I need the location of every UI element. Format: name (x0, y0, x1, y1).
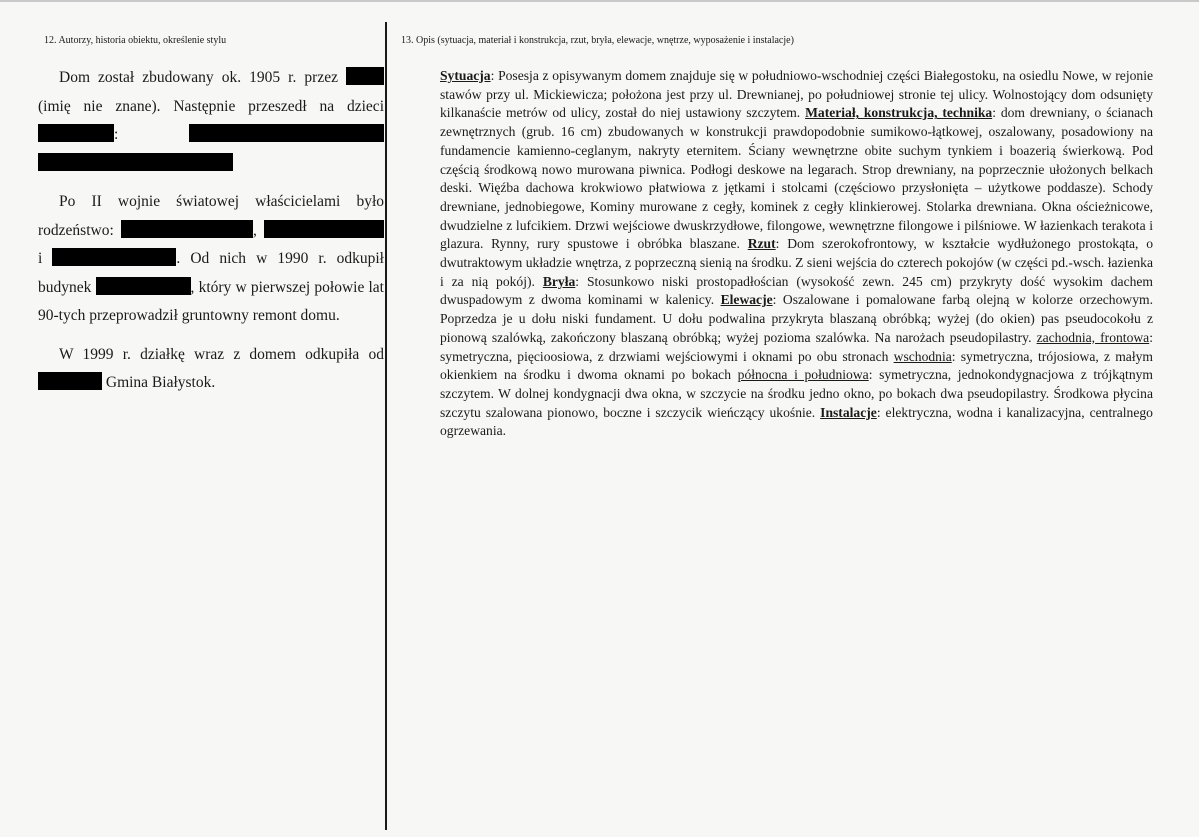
text-elewacje: : Oszalowane i pomalowane farbą olejną w kolorze orzechowym. Poprzedza je u dołu niski fundament. U dołu podwalina przykryta blaszaną obróbką; wyżej (do okien) pas pseudocokołu z pionową szalówką, zakończony blaszaną obróbką; wyżej pozioma szalówka. Na narożach pseudopilastry. (440, 292, 1153, 345)
redaction-block (38, 372, 102, 390)
text-material: : dom drewniany, o ścianach zewnętrznych (grub. 16 cm) zbudowanych w konstrukcji prawdopodobnie sumikowo-łątkowej, oszalowany, posadowiony na fundamencie kamienno-ceglanym, nakryty eternitem. Ściany wewnętrzne obite suchym tynkiem i boazerią świerkową. Pod częścią środkową nowo murowana piwnica. Podłogi deskowe na legarach. Strop drewniany, na poprzecznie ułożonych belkach deski. Więźba dachowa krokwiowo płatwiowa z jętkami i stolcami (częściowo przysłonięta – użytkowe poddasze). Schody drewniane, jednobiegowe, Kominy murowane z cegły, kominek z cegły klinkierowej. Stolarka drewniana. Okna ościeżnicowe, dwudzielne z lufcikiem. Drzwi wejściowe dwuskrzydłowe, filongowe, wewnętrzne filongowe i pilśniowe. W łazienkach terakota i glazura. Rynny, rury spustowe i obróbka blaszane. (440, 105, 1153, 252)
redaction-block (96, 277, 191, 295)
label-polnocna: północna i południowa (737, 367, 869, 383)
redaction-block (38, 153, 233, 171)
description-section (440, 67, 1153, 441)
label-zachodnia: zachodnia, frontowa (1036, 329, 1150, 345)
history-paragraph-1 (38, 64, 384, 178)
label-rzut: Rzut (747, 236, 776, 252)
text-polnocna: : symetryczna, jednokondygnacjowa z trójkątnym szczytem. W dolnej kondygnacji dwa okna, w szczycie na środku jedno okno, po bokach dwa pseudopilastry. Środkowa płycina szczytu szalowana pionowo, boczne i szczycik wieńczący ukośnie. (440, 367, 1154, 420)
text-zachodnia: : symetryczna, pięcioosiowa, z drzwiami wejściowymi i oknami po obu stronach (440, 329, 1154, 364)
text-run: . Od nich w 1990 r. odkupił budynek (38, 250, 384, 296)
label-elewacje: Elewacje (720, 292, 773, 308)
left-column-header: 12. Autorzy, historia obiektu, określenie stylu (44, 35, 227, 46)
label-instalacje: Instalacje (820, 404, 877, 420)
text-sytuacja: : Posesja z opisywanym domem znajduje się w południowo-wschodniej części Białegostoku, na osiedlu Nowe, w rejonie stawów przy ul. Mickiewicza; położona jest przy ul. Drewnianej, po południowej stronie tej ulicy. Wolnostojący dom odsunięty kilkanaście metrów od ulicy, został do niej ustawiony szczytem. (440, 68, 1153, 121)
history-section (38, 64, 384, 408)
text-rzut: : Dom szerokofrontowy, w kształcie wydłużonego prostokąta, o dwutraktowym układzie wnętrza, z poprzeczną sienią na środku. Z sieni wejścia do czterech pokojów (w części pd.-wsch. łazienka i za nią pokój). (440, 236, 1153, 289)
redaction-block (189, 124, 384, 142)
text-wschodnia: : symetryczna, trójosiowa, z małym okienkiem na środku i dwoma oknami po bokach (440, 348, 1153, 383)
label-bryla: Bryła (542, 273, 576, 289)
text-run: , który w pierwszej połowie lat 90-tych przeprowadził gruntowny remont domu. (38, 278, 384, 324)
text-bryla: : Stosunkowo niski prostopadłościan (wysokość zewn. 245 cm) przykryty dość wysokim dachem dwuspadowym z dwoma kominami w kalenicy. (440, 273, 1154, 308)
text-run: Po II wojnie światowej właścicielami było rodzeństwo: (38, 193, 384, 239)
label-material: Materiał, konstrukcja, technika (805, 105, 993, 121)
label-sytuacja: Sytuacja (440, 68, 491, 83)
redaction-block (121, 220, 253, 238)
redaction-block (38, 124, 114, 142)
label-wschodnia: wschodnia (893, 348, 952, 364)
redaction-block (346, 67, 384, 85)
redaction-block (52, 248, 176, 266)
text-run: : (114, 126, 189, 143)
text-run: Dom został zbudowany ok. 1905 r. przez (59, 69, 346, 86)
text-run: W 1999 r. działkę wraz z domem odkupiła od (59, 345, 384, 363)
text-run: , (252, 221, 265, 239)
text-run: i (38, 250, 53, 267)
history-paragraph-2 (38, 188, 384, 331)
text-instalacje: : elektryczna, wodna i kanalizacyjna, centralnego ogrzewania. (440, 404, 1153, 439)
right-column-header: 13. Opis (sytuacja, materiał i konstrukcja, rzut, bryła, elewacje, wnętrze, wyposażenie i instalacje) (401, 35, 794, 46)
history-paragraph-3 (38, 341, 384, 398)
text-run: Gmina Białystok. (102, 374, 216, 391)
text-run: (imię nie znane). Następnie przeszedł na dzieci (38, 97, 384, 115)
page-top-edge (0, 0, 1199, 2)
column-divider (385, 22, 387, 830)
redaction-block (264, 220, 384, 238)
